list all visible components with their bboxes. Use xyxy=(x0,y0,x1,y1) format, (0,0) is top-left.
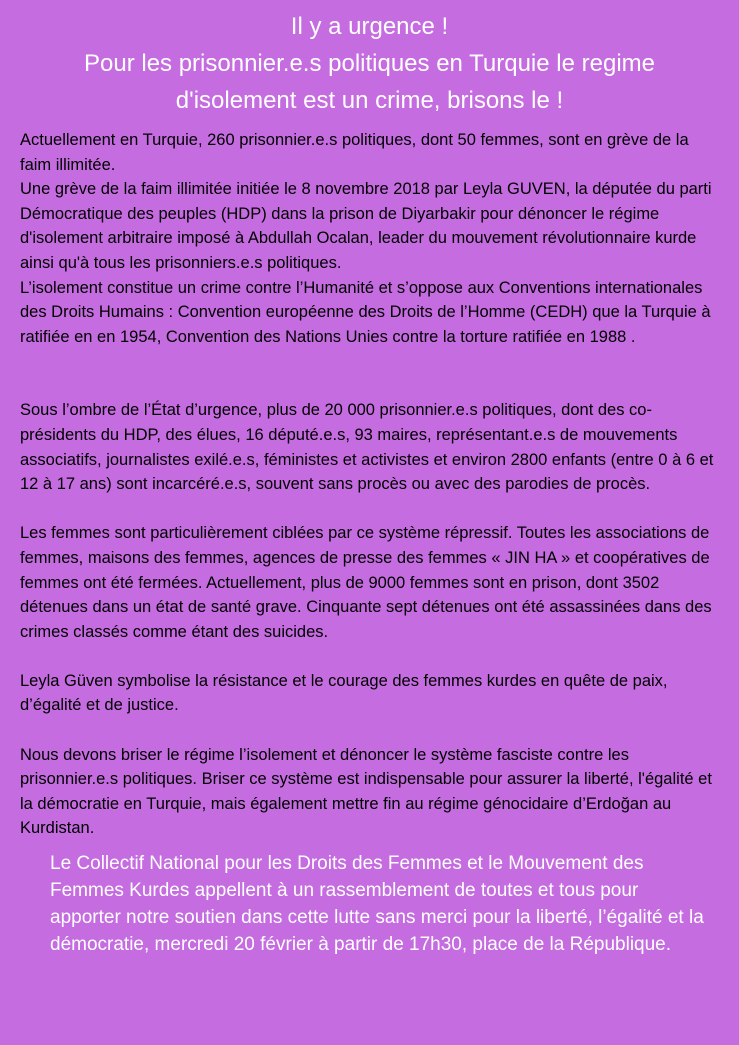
spacer xyxy=(20,644,719,669)
paragraph-resistance: Leyla Güven symbolise la résistance et le courage des femmes kurdes en quête de paix, d’égalité et de justice. xyxy=(20,671,668,715)
paragraph-state-of-emergency: Sous l’ombre de l’État d’urgence, plus de 20 000 prisonnier.e.s politiques, dont des co-présidents du HDP, des élues, 16 député.e.s, 93 maires, représentant.e.s de mouvements associatifs, journalistes exilé.e.s, féministes et activistes et environ 2800 enfants (entre 0 à 6 et 12 à 17 ans) sont incarcéré.e.s, souvent sans procès ou avec des parodies de procès. xyxy=(20,401,714,494)
paragraph-call-to-break: Nous devons briser le régime l’isolement et dénoncer le système fasciste contre les prisonnier.e.s politiques. Briser ce système est indispensable pour assurer la liberté, l'égalité et la démocratie en Turquie, mais également mettre fin au régime génocidaire d’Erdoğan au Kurdistan. xyxy=(20,745,712,838)
paragraph-isolation-crime: L’isolement constitue un crime contre l’Humanité et s’oppose aux Conventions internationales des Droits Humains : Convention européenne des Droits de l’Homme (CEDH) que la Turquie à ratifiée en en 1954, Convention des Nations Unies contre la torture ratifiée en 1988 . xyxy=(20,278,711,346)
paragraph-leyla-guven: Une grève de la faim illimitée initiée le 8 novembre 2018 par Leyla GUVEN, la députée du parti Démocratique des peuples (HDP) dans la prison de Diyarbakir pour dénoncer le régime d'isolement arbitraire imposé à Abdullah Ocalan, leader du mouvement révolutionnaire kurde ainsi qu'à tous les prisonniers.e.s politiques. xyxy=(20,180,712,272)
spacer xyxy=(20,718,719,743)
paragraph-women-targeted: Les femmes sont particulièrement ciblées par ce système répressif. Toutes les associations de femmes, maisons des femmes, agences de presse des femmes « JIN HA » et coopératives de femmes ont été fermées. Actuellement, plus de 9000 femmes sont en prison, dont 3502 détenues dans un état de santé grave. Cinquante sept détenues ont été assassinées dans des crimes classés comme étant des suicides. xyxy=(20,524,712,641)
flyer-footer xyxy=(50,850,709,958)
header-subtitle-line-1: Pour les prisonnier.e.s politiques en Turquie le regime xyxy=(84,50,655,77)
flyer-header xyxy=(20,8,719,119)
flyer-body xyxy=(20,128,719,841)
header-subtitle-line-2: d'isolement est un crime, brisons le ! xyxy=(175,87,564,114)
header-title: Il y a urgence ! xyxy=(290,13,449,40)
paragraph-hunger-strike: Actuellement en Turquie, 260 prisonnier.e.s politiques, dont 50 femmes, sont en grève de la faim illimitée. xyxy=(20,131,689,174)
rally-announcement: Le Collectif National pour les Droits des Femmes et le Mouvement des Femmes Kurdes appellent à un rassemblement de toutes et tous pour apporter notre soutien dans cette lutte sans merci pour la liberté, l’égalité et la démocratie, mercredi 20 février à partir de 17h30, place de la République. xyxy=(50,853,704,956)
spacer xyxy=(20,497,719,522)
spacer xyxy=(20,349,719,398)
